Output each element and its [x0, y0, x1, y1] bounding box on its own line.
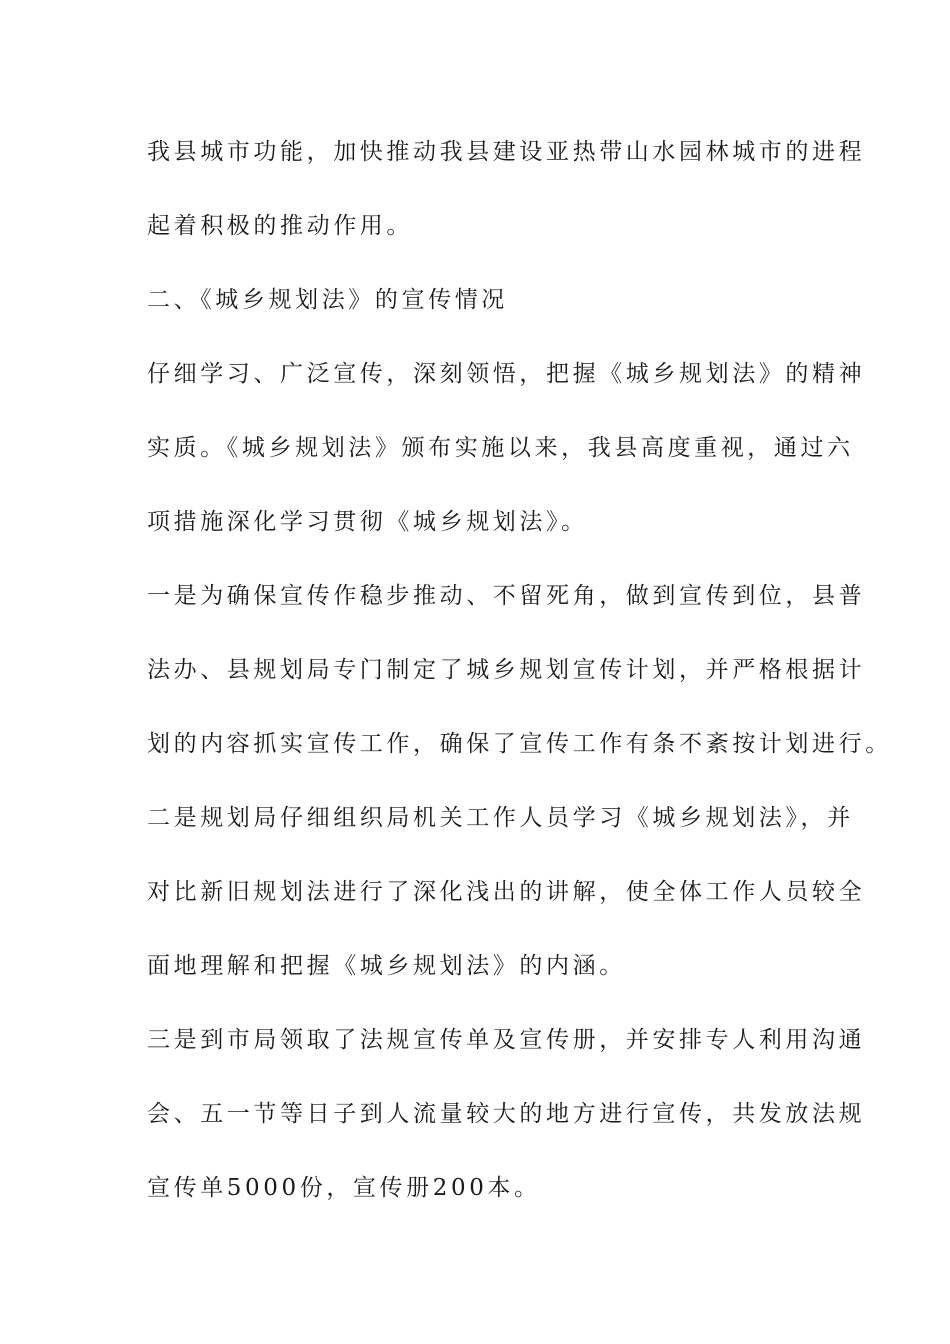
text-line: 划的内容抓实宣传工作，确保了宣传工作有条不紊按计划进行。 [147, 731, 892, 757]
text-line: 起着积极的推动作用。 [147, 213, 413, 239]
text-line: 我县城市功能，加快推动我县建设亚热带山水园林城市的进程 [147, 139, 866, 165]
text-line: 二是规划局仔细组织局机关工作人员学习《城乡规划法》，并 [147, 805, 854, 831]
text-line: 仔细学习、广泛宣传，深刻领悟，把握《城乡规划法》的精神 [147, 361, 866, 387]
text-line: 法办、县规划局专门制定了城乡规划宣传计划，并严格根据计 [147, 657, 866, 683]
text-line: 宣传单5000份，宣传册200本。 [147, 1175, 541, 1201]
section-heading: 二、《城乡规划法》的宣传情况 [147, 287, 508, 313]
text-line: 项措施深化学习贯彻《城乡规划法》。 [147, 509, 588, 535]
text-line: 面地理解和把握《城乡规划法》的内涵。 [147, 953, 626, 979]
text-line: 对比新旧规划法进行了深化浅出的讲解，使全体工作人员较全 [147, 879, 866, 905]
text-line: 三是到市局领取了法规宣传单及宣传册，并安排专人利用沟通 [147, 1027, 866, 1053]
text-line: 实质。《城乡规划法》颁布实施以来，我县高度重视，通过六 [147, 435, 854, 461]
text-line: 会、五一节等日子到人流量较大的地方进行宣传，共发放法规 [147, 1101, 866, 1127]
text-line: 一是为确保宣传作稳步推动、不留死角，做到宣传到位，县普 [147, 583, 866, 609]
